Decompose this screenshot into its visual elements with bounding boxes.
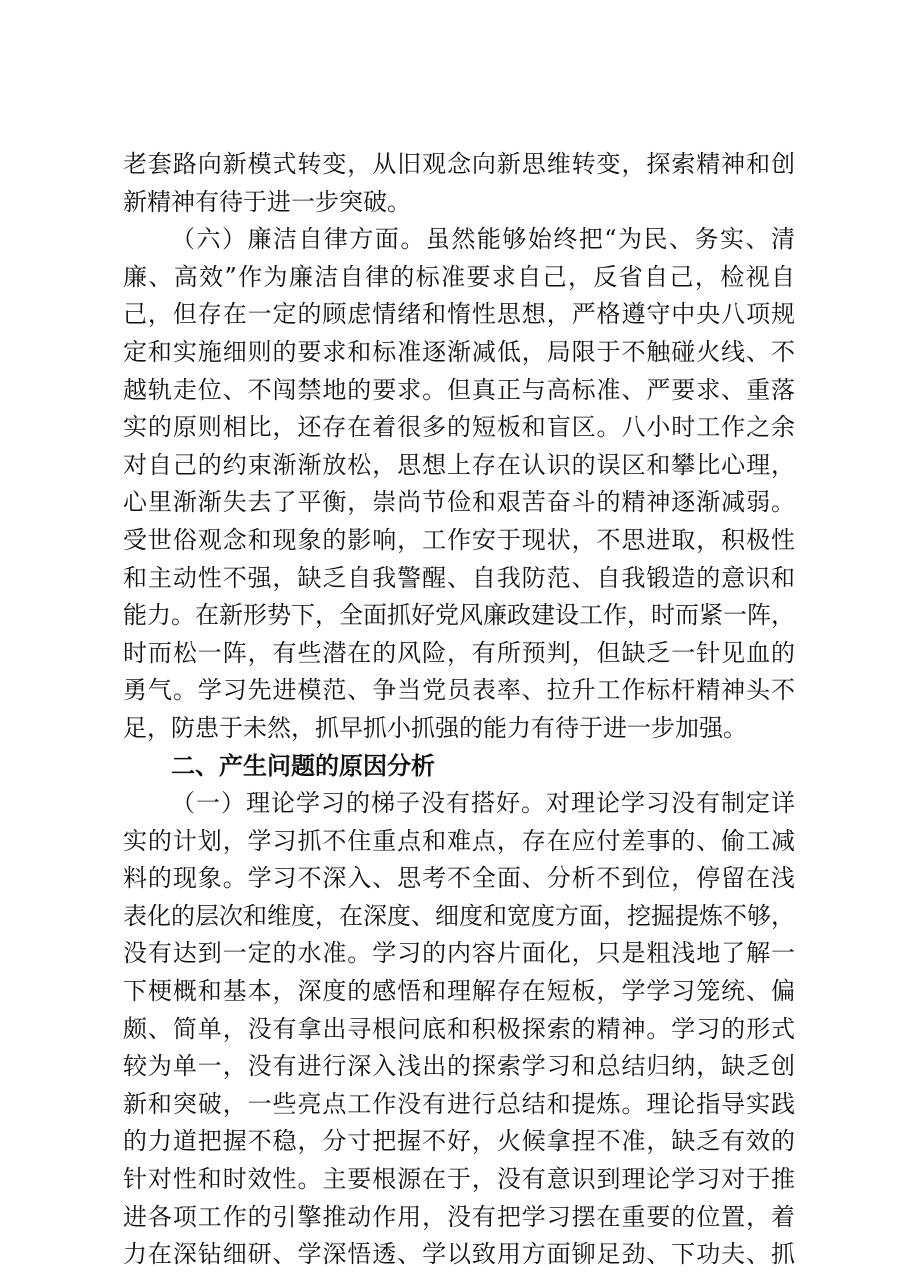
text-line: 实的原则相比，还存在着很多的短板和盲区。八小时工作之余 bbox=[123, 413, 795, 442]
text-line: 对自己的约束渐渐放松，思想上存在认识的误区和攀比心理， bbox=[123, 450, 795, 479]
text-line: 廉、高效”作为廉洁自律的标准要求自己，反省自己，检视自 bbox=[123, 262, 795, 291]
text-line: 心里渐渐失去了平衡，崇尚节俭和艰苦奋斗的精神逐渐减弱。 bbox=[123, 488, 795, 517]
text-line: 老套路向新模式转变，从旧观念向新思维转变，探索精神和创 bbox=[123, 150, 795, 178]
text-line: 定和实施细则的要求和标准逐渐减低，局限于不触碰火线、不 bbox=[123, 337, 795, 366]
text-line: 针对性和时效性。主要根源在于，没有意识到理论学习对于推 bbox=[123, 1165, 795, 1194]
paragraph-start: （一）理论学习的梯子没有搭好。对理论学习没有制定详 bbox=[171, 789, 795, 818]
text-line: 颇、简单，没有拿出寻根问底和积极探索的精神。学习的形式 bbox=[123, 1014, 795, 1043]
text-line: 越轨走位、不闯禁地的要求。但真正与高标准、严要求、重落 bbox=[123, 375, 795, 404]
text-line: 新精神有待于进一步突破。 bbox=[123, 187, 411, 216]
text-line: 新和突破，一些亮点工作没有进行总结和提炼。理论指导实践 bbox=[123, 1089, 795, 1118]
text-line: 和主动性不强，缺乏自我警醒、自我防范、自我锻造的意识和 bbox=[123, 563, 795, 592]
section-heading: 二、产生问题的原因分析 bbox=[171, 751, 435, 780]
text-line: 能力。在新形势下，全面抓好党风廉政建设工作，时而紧一阵， bbox=[123, 601, 795, 630]
paragraph-start: （六）廉洁自律方面。虽然能够始终把“为民、务实、清 bbox=[171, 225, 795, 254]
text-line: 下梗概和基本，深度的感悟和理解存在短板，学学习笼统、偏 bbox=[123, 977, 795, 1006]
text-line: 实的计划，学习抓不住重点和难点，存在应付差事的、偷工减 bbox=[123, 826, 795, 855]
text-line: 时而松一阵，有些潜在的风险，有所预判，但缺乏一针见血的 bbox=[123, 638, 795, 667]
text-line: 己，但存在一定的顾虑情绪和惰性思想，严格遵守中央八项规 bbox=[123, 300, 795, 329]
text-line: 勇气。学习先进模范、争当党员表率、拉升工作标杆精神头不 bbox=[123, 676, 795, 705]
text-line: 力在深钻细研、学深悟透、学以致用方面铆足劲、下功夫、抓 bbox=[123, 1240, 795, 1269]
text-line: 足，防患于未然，抓早抓小抓强的能力有待于进一步加强。 bbox=[123, 713, 747, 742]
text-line: 进各项工作的引擎推动作用，没有把学习摆在重要的位置，着 bbox=[123, 1202, 795, 1231]
text-line: 料的现象。学习不深入、思考不全面、分析不到位，停留在浅 bbox=[123, 864, 795, 893]
text-line: 表化的层次和维度，在深度、细度和宽度方面，挖掘提炼不够， bbox=[123, 901, 795, 930]
text-line: 的力道把握不稳，分寸把握不好，火候拿捏不准，缺乏有效的 bbox=[123, 1127, 795, 1156]
text-line: 较为单一，没有进行深入浅出的探索学习和总结归纳，缺乏创 bbox=[123, 1052, 795, 1081]
document-body bbox=[123, 146, 795, 1274]
text-line: 没有达到一定的水准。学习的内容片面化，只是粗浅地了解一 bbox=[123, 939, 795, 968]
text-line: 受世俗观念和现象的影响，工作安于现状，不思进取，积极性 bbox=[123, 525, 795, 554]
